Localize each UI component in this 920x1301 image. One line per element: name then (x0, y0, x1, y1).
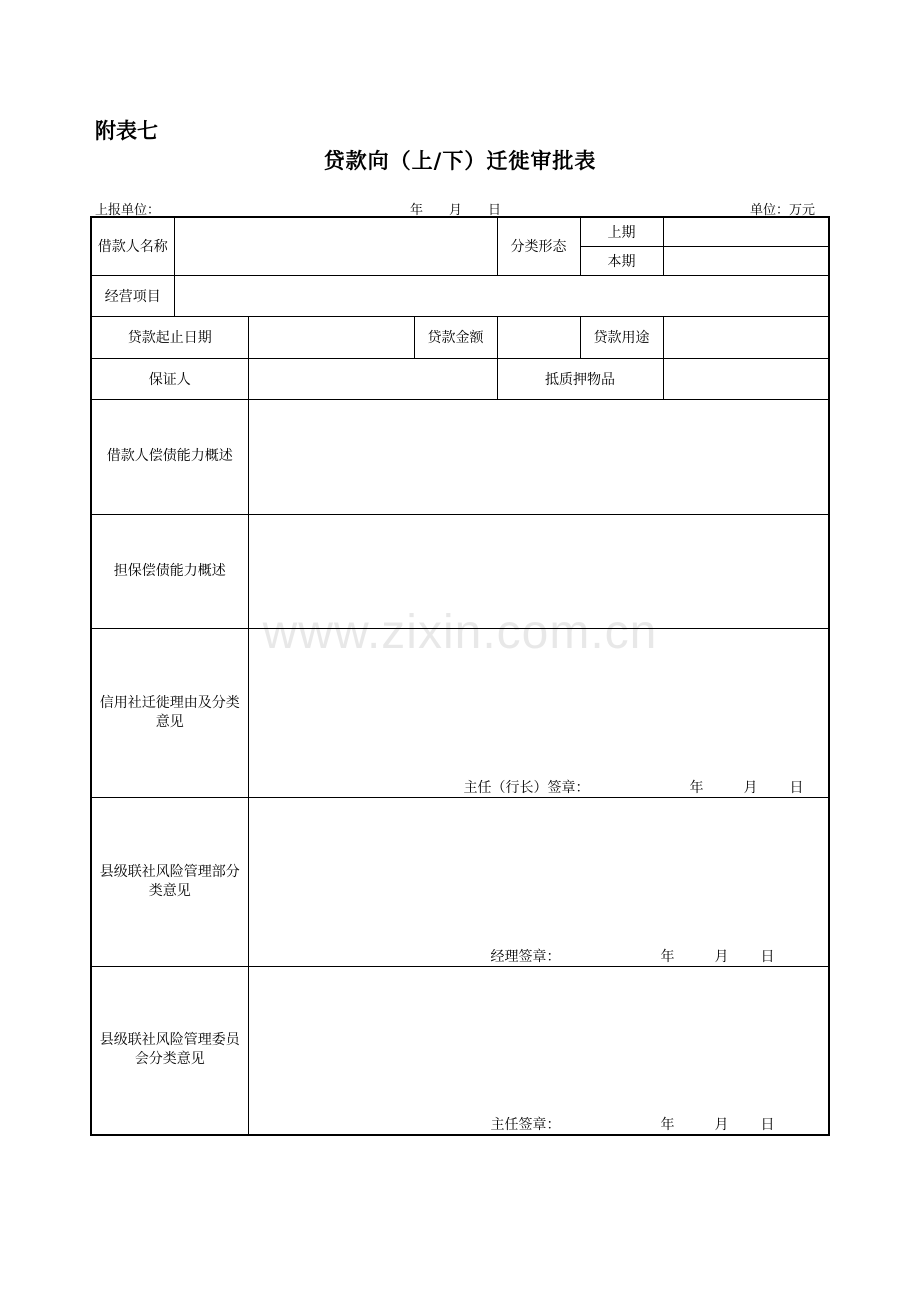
form-title: 贷款向（上/下）迁徙审批表 (323, 149, 597, 173)
sig-month: 月 (714, 1117, 729, 1133)
attachment-label: 附表七 (95, 119, 158, 143)
sig-month: 月 (714, 948, 729, 965)
sig-year: 年 (660, 948, 675, 965)
loan-dates-field[interactable] (248, 316, 414, 358)
sig-month: 月 (743, 779, 758, 796)
loan-amount-label: 贷款金额 (414, 316, 497, 358)
sig-year: 年 (660, 1117, 675, 1133)
county-dept-opinion-label: 县级联社风险管理部分类意见 (91, 797, 248, 966)
collateral-label: 抵质押物品 (497, 358, 663, 399)
loan-dates-label: 贷款起止日期 (91, 316, 248, 358)
report-unit-label: 上报单位： (95, 203, 161, 218)
manager-signature-line (491, 946, 775, 966)
chair-signature-label: 主任签章： (490, 1117, 561, 1133)
sig-year: 年 (689, 779, 704, 796)
guarantee-capacity-field[interactable] (248, 514, 829, 628)
classification-label: 分类形态 (497, 217, 580, 275)
borrower-capacity-field[interactable] (248, 399, 829, 514)
date-month: 月 (449, 203, 463, 218)
coop-opinion-label: 信用社迁徙理由及分类意见 (91, 628, 248, 797)
borrower-name-label: 借款人名称 (91, 217, 174, 275)
coop-opinion-field[interactable] (248, 628, 829, 797)
date-year: 年 (410, 203, 424, 218)
loan-purpose-label: 贷款用途 (580, 316, 663, 358)
borrower-name-field[interactable] (174, 217, 497, 275)
county-dept-opinion-field[interactable] (248, 797, 829, 966)
county-committee-opinion-label: 县级联社风险管理委员会分类意见 (91, 966, 248, 1135)
county-committee-opinion-field[interactable] (248, 966, 829, 1135)
director-signature-label: 主任（行长）签章： (463, 779, 590, 796)
director-signature-line (464, 777, 804, 797)
business-item-label: 经营项目 (91, 275, 174, 316)
business-item-field[interactable] (174, 275, 829, 316)
unit-label: 单位：万元 (750, 203, 816, 218)
chair-signature-line (491, 1114, 775, 1134)
manager-signature-label: 经理签章： (490, 948, 561, 965)
curr-period-label: 本期 (580, 246, 663, 275)
loan-purpose-field[interactable] (663, 316, 829, 358)
prev-period-field[interactable] (663, 217, 829, 246)
guarantee-capacity-label: 担保偿债能力概述 (91, 514, 248, 628)
approval-form-table (90, 216, 830, 1136)
date-day: 日 (488, 203, 502, 218)
loan-amount-field[interactable] (497, 316, 580, 358)
collateral-field[interactable] (663, 358, 829, 399)
curr-period-field[interactable] (663, 246, 829, 275)
sig-day: 日 (760, 1117, 775, 1133)
borrower-capacity-label: 借款人偿债能力概述 (91, 399, 248, 514)
guarantor-field[interactable] (248, 358, 497, 399)
sig-day: 日 (789, 779, 804, 796)
watermark: www.zixin.com.cn (262, 606, 658, 659)
sig-day: 日 (760, 948, 775, 965)
guarantor-label: 保证人 (91, 358, 248, 399)
prev-period-label: 上期 (580, 217, 663, 246)
